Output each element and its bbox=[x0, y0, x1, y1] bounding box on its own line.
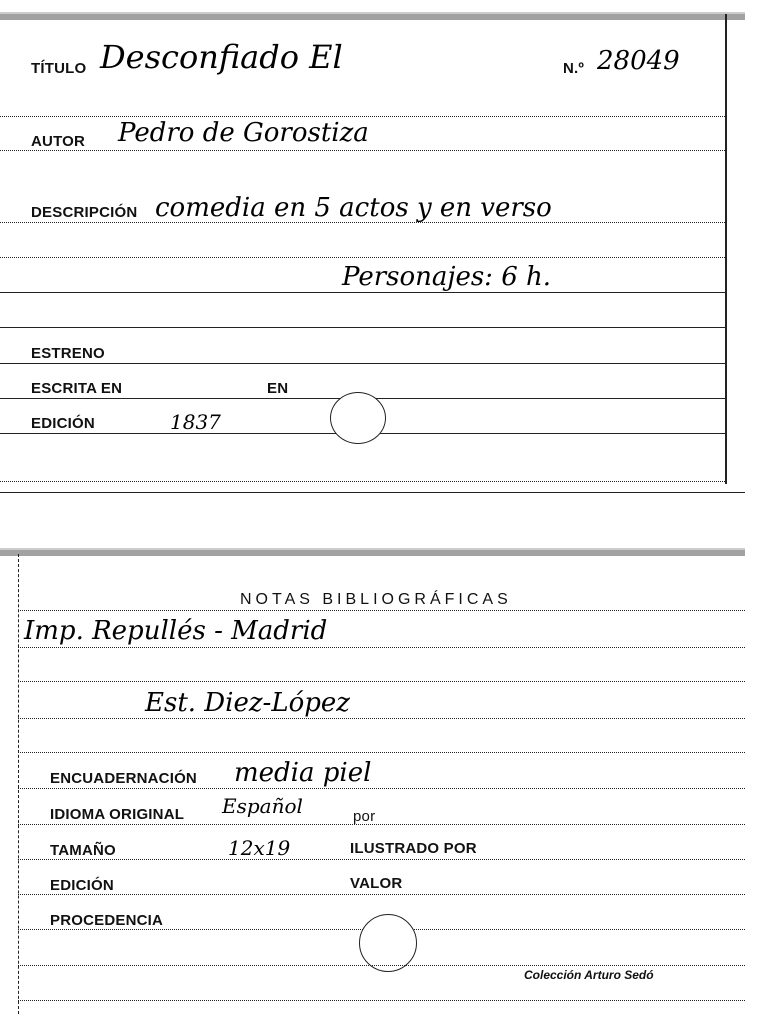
ruled-line bbox=[0, 327, 725, 328]
label-edicion-back: EDICIÓN bbox=[50, 877, 114, 894]
notes-line-2: Est. Diez-López bbox=[145, 688, 350, 718]
ruled-line bbox=[18, 610, 745, 611]
value-idioma-original: Español bbox=[222, 794, 303, 818]
ruled-line bbox=[18, 788, 745, 789]
label-por: por bbox=[353, 808, 376, 825]
label-escrita-en: ESCRITA EN bbox=[31, 380, 123, 397]
left-border bbox=[18, 554, 19, 1014]
label-autor: AUTOR bbox=[31, 133, 86, 150]
ruled-line bbox=[18, 894, 745, 895]
punch-hole bbox=[330, 392, 386, 444]
footer-collection: Colección Arturo Sedó bbox=[524, 968, 654, 982]
ruled-line bbox=[0, 222, 725, 223]
value-edicion: 1837 bbox=[170, 410, 221, 434]
label-edicion: EDICIÓN bbox=[31, 415, 95, 432]
label-valor: VALOR bbox=[350, 875, 403, 892]
notes-line-1: Imp. Repullés - Madrid bbox=[24, 616, 328, 646]
value-personajes: Personajes: 6 h. bbox=[342, 262, 552, 292]
ruled-line bbox=[18, 824, 745, 825]
label-ilustrado-por: ILUSTRADO POR bbox=[350, 840, 477, 857]
ruled-line bbox=[0, 292, 725, 293]
ruled-line bbox=[0, 116, 725, 117]
catalog-card-front bbox=[0, 0, 759, 495]
value-titulo: Desconfiado El bbox=[100, 38, 343, 76]
value-autor: Pedro de Gorostiza bbox=[118, 118, 369, 148]
heading-notas-bibliograficas: NOTAS BIBLIOGRÁFICAS bbox=[240, 591, 512, 608]
label-procedencia: PROCEDENCIA bbox=[50, 912, 164, 929]
ruled-line bbox=[18, 752, 745, 753]
punch-hole bbox=[359, 914, 417, 972]
ruled-line bbox=[0, 257, 725, 258]
label-numero: N.º bbox=[563, 60, 585, 77]
ruled-line bbox=[0, 150, 725, 151]
label-en: EN bbox=[267, 380, 289, 397]
label-descripcion: DESCRIPCIÓN bbox=[31, 204, 138, 221]
value-tamano: 12x19 bbox=[228, 836, 291, 860]
ruled-line bbox=[18, 718, 745, 719]
label-tamano: TAMAÑO bbox=[50, 842, 116, 859]
value-encuadernacion: media piel bbox=[234, 758, 372, 788]
scanned-edge-noise bbox=[0, 544, 759, 560]
ruled-line bbox=[18, 647, 745, 648]
label-estreno: ESTRENO bbox=[31, 345, 105, 362]
label-encuadernacion: ENCUADERNACIÓN bbox=[50, 770, 197, 787]
ruled-line bbox=[18, 681, 745, 682]
catalog-card-back bbox=[0, 540, 759, 1028]
ruled-line bbox=[0, 481, 725, 482]
ruled-line bbox=[18, 1000, 745, 1001]
label-titulo: TÍTULO bbox=[31, 60, 87, 77]
ruled-line bbox=[0, 363, 725, 364]
label-idioma-original: IDIOMA ORIGINAL bbox=[50, 806, 185, 823]
scanned-edge-noise bbox=[0, 8, 759, 24]
value-numero: 28049 bbox=[597, 46, 680, 76]
ruled-line bbox=[18, 859, 745, 860]
card-separator bbox=[0, 492, 745, 493]
ruled-line bbox=[18, 965, 745, 966]
right-border bbox=[725, 14, 727, 484]
value-descripcion: comedia en 5 actos y en verso bbox=[155, 193, 552, 223]
